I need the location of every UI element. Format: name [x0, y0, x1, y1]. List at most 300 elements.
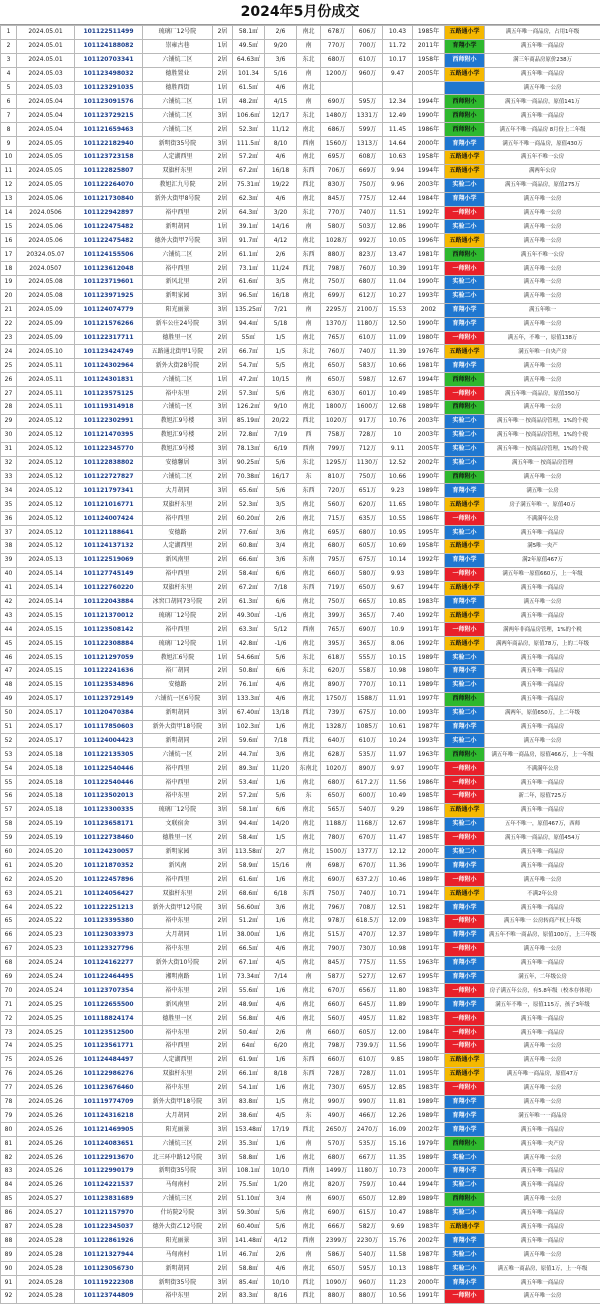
note-cell: 满五年唯一商品房，原值141万: [485, 95, 600, 109]
deal-date-cell: 2024.05.08: [17, 276, 75, 290]
school-cell: 一师附小: [445, 762, 485, 776]
table-row: [1, 151, 600, 165]
list-price-cell: 650万: [321, 359, 353, 373]
note-cell: 满五年唯一商品房，原值47万: [485, 1067, 600, 1081]
community-cell: 六铺炕二区: [143, 373, 213, 387]
floor-cell: 17/19: [265, 1123, 297, 1137]
unit-price-cell: 10.15: [383, 651, 413, 665]
row-index-cell: 1: [1, 26, 17, 40]
community-cell: 新明胡同: [143, 706, 213, 720]
row-index-cell: 59: [1, 831, 17, 845]
deal-date-cell: 2024.05.13: [17, 553, 75, 567]
community-cell: 裕中西里: [143, 776, 213, 790]
orientation-cell: 南北: [297, 1262, 321, 1276]
row-index-cell: 62: [1, 873, 17, 887]
note-cell: 满五年唯一商品房，原值454万: [485, 831, 600, 845]
orientation-cell: 南北: [297, 151, 321, 165]
list-price-cell: 618万: [321, 651, 353, 665]
floor-cell: 3/5: [265, 276, 297, 290]
deal-date-cell: 2024.05.12: [17, 470, 75, 484]
table-row: [1, 206, 600, 220]
school-cell: 实验二小: [445, 706, 485, 720]
list-price-cell: 680万: [321, 776, 353, 790]
school-cell: 一师附小: [445, 1040, 485, 1054]
orientation-cell: 南北: [297, 1178, 321, 1192]
area-cell: 57.2㎡: [233, 789, 265, 803]
area-cell: 59.30㎡: [233, 1206, 265, 1220]
floor-cell: 1/5: [265, 1095, 297, 1109]
orientation-cell: 南: [297, 220, 321, 234]
orientation-cell: 东西: [297, 484, 321, 498]
orientation-cell: 南北: [297, 817, 321, 831]
layout-cell: 3居: [213, 137, 233, 151]
area-cell: 58.4㎡: [233, 831, 265, 845]
deal-price-cell: 740万: [353, 345, 383, 359]
school-cell: 五路通小学: [445, 67, 485, 81]
build-year-cell: 1958年: [413, 539, 445, 553]
listing-id-cell: 101124074779: [75, 303, 143, 317]
layout-cell: 2居: [213, 206, 233, 220]
build-year-cell: 2005年: [413, 442, 445, 456]
note-cell: 满五年，二年级公房: [485, 970, 600, 984]
table-row: [1, 678, 600, 692]
build-year-cell: 1991年: [413, 1290, 445, 1304]
note-cell: 满五年唯一商品房: [485, 1178, 600, 1192]
deal-date-cell: 2024.05.25: [17, 998, 75, 1012]
table-row: [1, 456, 600, 470]
listing-id-cell: 101121470395: [75, 428, 143, 442]
area-cell: 133.3㎡: [233, 692, 265, 706]
deal-price-cell: 1085万: [353, 720, 383, 734]
orientation-cell: 南北: [297, 956, 321, 970]
orientation-cell: 南北: [297, 276, 321, 290]
list-price-cell: 586万: [321, 1248, 353, 1262]
area-cell: 66.6㎡: [233, 553, 265, 567]
deal-price-cell: 580万: [353, 567, 383, 581]
deal-date-cell: 2024.05.15: [17, 678, 75, 692]
table-row: [1, 734, 600, 748]
layout-cell: 2居: [213, 1040, 233, 1054]
area-cell: 58.8㎡: [233, 1151, 265, 1165]
table-row: [1, 1109, 600, 1123]
school-cell: 五路通小学: [445, 1220, 485, 1234]
deal-date-cell: 2024.05.05: [17, 151, 75, 165]
note-cell: 满五年唯一商品房，原值350万: [485, 387, 600, 401]
layout-cell: 1居: [213, 373, 233, 387]
community-cell: 德胜里一区: [143, 1012, 213, 1026]
build-year-cell: 2000年: [413, 1165, 445, 1179]
table-row: [1, 1040, 600, 1054]
area-cell: 57.3㎡: [233, 387, 265, 401]
community-cell: 阳光丽景: [143, 1234, 213, 1248]
community-cell: 琉璃厂12号院: [143, 26, 213, 40]
build-year-cell: 2000年: [413, 1276, 445, 1290]
deal-date-cell: 2024.05.14: [17, 581, 75, 595]
orientation-cell: 南北: [297, 748, 321, 762]
deal-price-cell: 750万: [353, 470, 383, 484]
deal-date-cell: 2024.05.15: [17, 651, 75, 665]
table-row: [1, 1276, 600, 1290]
build-year-cell: 1983年: [413, 984, 445, 998]
deal-date-cell: 2024.05.20: [17, 845, 75, 859]
orientation-cell: 南北: [297, 512, 321, 526]
unit-price-cell: 11.39: [383, 345, 413, 359]
table-row: [1, 873, 600, 887]
layout-cell: 1居: [213, 39, 233, 53]
area-cell: 58.1㎡: [233, 26, 265, 40]
area-cell: 73.1㎡: [233, 262, 265, 276]
page-title: 2024年5月份成交: [0, 0, 600, 25]
deal-price-cell: 618.5万: [353, 915, 383, 929]
school-cell: 西师附小: [445, 373, 485, 387]
table-row: [1, 345, 600, 359]
listing-id-cell: 101123291035: [75, 81, 143, 95]
build-year-cell: 1989年: [413, 873, 445, 887]
build-year-cell: 1989年: [413, 651, 445, 665]
unit-price-cell: 12.68: [383, 401, 413, 415]
row-index-cell: 39: [1, 553, 17, 567]
list-price-cell: 570万: [321, 1137, 353, 1151]
community-cell: 大月胡同: [143, 1109, 213, 1123]
build-year-cell: 1983年: [413, 1220, 445, 1234]
floor-cell: 1/5: [265, 331, 297, 345]
floor-cell: 6/20: [265, 1040, 297, 1054]
area-cell: 153.48㎡: [233, 1123, 265, 1137]
note-cell: 满五年唯一央产房: [485, 1137, 600, 1151]
listing-id-cell: 101124137132: [75, 539, 143, 553]
unit-price-cell: 12.09: [383, 915, 413, 929]
note-cell: 满五年唯一商品房: [485, 581, 600, 595]
school-cell: 育翔小学: [445, 928, 485, 942]
area-cell: 83.8㎡: [233, 1095, 265, 1109]
floor-cell: 11/24: [265, 262, 297, 276]
floor-cell: 4/6: [265, 678, 297, 692]
build-year-cell: 1989年: [413, 1151, 445, 1165]
deal-price-cell: 917万: [353, 414, 383, 428]
note-cell: 满五年唯一商品房: [485, 67, 600, 81]
note-cell: 满五年唯一一商品房: [485, 1109, 600, 1123]
build-year-cell: 1994年: [413, 373, 445, 387]
layout-cell: 2居: [213, 331, 233, 345]
floor-cell: 2/7: [265, 845, 297, 859]
row-index-cell: 48: [1, 678, 17, 692]
school-cell: 西师附小: [445, 470, 485, 484]
floor-cell: 4/5: [265, 1109, 297, 1123]
listing-id-cell: 101123498032: [75, 67, 143, 81]
area-cell: 75.5㎡: [233, 1178, 265, 1192]
layout-cell: 3居: [213, 317, 233, 331]
floor-cell: 6/6: [265, 664, 297, 678]
orientation-cell: 南北: [297, 609, 321, 623]
floor-cell: 5/16: [265, 67, 297, 81]
deal-date-cell: 2024.05.26: [17, 1123, 75, 1137]
listing-id-cell: 101123512500: [75, 1026, 143, 1040]
school-cell: 一师附小: [445, 387, 485, 401]
deal-price-cell: 1180万: [353, 1165, 383, 1179]
community-cell: 裕中东里: [143, 789, 213, 803]
unit-price-cell: 12.51: [383, 901, 413, 915]
unit-price-cell: 12.49: [383, 109, 413, 123]
listing-id-cell: 101122913670: [75, 1151, 143, 1165]
row-index-cell: 58: [1, 817, 17, 831]
school-cell: 育翔小学: [445, 956, 485, 970]
listing-id-cell: 101123300335: [75, 803, 143, 817]
note-cell: 满五唯一公房: [485, 484, 600, 498]
floor-cell: -1/6: [265, 637, 297, 651]
listing-id-cell: 101122345770: [75, 442, 143, 456]
layout-cell: 2居: [213, 1053, 233, 1067]
school-cell: 一师附小: [445, 262, 485, 276]
row-index-cell: 82: [1, 1151, 17, 1165]
build-year-cell: 1976年: [413, 345, 445, 359]
community-cell: 新明街35号院: [143, 1276, 213, 1290]
row-index-cell: 86: [1, 1206, 17, 1220]
list-price-cell: 845万: [321, 192, 353, 206]
school-cell: 育翔小学: [445, 1276, 485, 1290]
community-cell: 教旭汇9号楼: [143, 442, 213, 456]
build-year-cell: 2005年: [413, 67, 445, 81]
row-index-cell: 32: [1, 456, 17, 470]
unit-price-cell: 10.47: [383, 1206, 413, 1220]
row-index-cell: 74: [1, 1040, 17, 1054]
note-cell: 满五年唯一公房: [485, 1095, 600, 1109]
listing-id-cell: 101123327796: [75, 942, 143, 956]
community-cell: 北三环中路12号院: [143, 1151, 213, 1165]
unit-price-cell: 11.81: [383, 1095, 413, 1109]
school-cell: 育翔小学: [445, 1234, 485, 1248]
layout-cell: 3居: [213, 442, 233, 456]
list-price-cell: 690万: [321, 873, 353, 887]
community-cell: 德胜里一区: [143, 831, 213, 845]
table-row: [1, 1012, 600, 1026]
orientation-cell: 南北: [297, 637, 321, 651]
area-cell: 60.20㎡: [233, 512, 265, 526]
deal-price-cell: 708万: [353, 901, 383, 915]
listing-id-cell: 101122519069: [75, 553, 143, 567]
listing-id-cell: 101123676460: [75, 1081, 143, 1095]
community-cell: 新明胡同: [143, 1262, 213, 1276]
layout-cell: 2居: [213, 428, 233, 442]
area-cell: 42.8㎡: [233, 637, 265, 651]
row-index-cell: 38: [1, 539, 17, 553]
area-cell: 91.7㎡: [233, 234, 265, 248]
area-cell: 70.38㎡: [233, 470, 265, 484]
school-cell: 五路通小学: [445, 234, 485, 248]
listing-id-cell: 101124155506: [75, 248, 143, 262]
floor-cell: 1/6: [265, 984, 297, 998]
row-index-cell: 79: [1, 1109, 17, 1123]
area-cell: 101.34: [233, 67, 265, 81]
area-cell: 83.3㎡: [233, 1290, 265, 1304]
school-cell: 一师附小: [445, 331, 485, 345]
orientation-cell: 南北: [297, 539, 321, 553]
unit-price-cell: 9.29: [383, 803, 413, 817]
table-row: [1, 748, 600, 762]
floor-cell: 12/17: [265, 109, 297, 123]
table-row: [1, 817, 600, 831]
row-index-cell: 26: [1, 373, 17, 387]
floor-cell: 2/6: [265, 1026, 297, 1040]
area-cell: 61.6㎡: [233, 873, 265, 887]
layout-cell: 3居: [213, 692, 233, 706]
community-cell: 六铺炕二区: [143, 109, 213, 123]
list-price-cell: 760万: [321, 345, 353, 359]
floor-cell: 11/12: [265, 123, 297, 137]
table-row: [1, 484, 600, 498]
row-index-cell: 9: [1, 137, 17, 151]
note-cell: 满2年原值467万: [485, 553, 600, 567]
row-index-cell: 2: [1, 39, 17, 53]
deal-date-cell: 2024.05.26: [17, 1067, 75, 1081]
table-row: [1, 512, 600, 526]
orientation-cell: 南北: [297, 1151, 321, 1165]
deal-date-cell: 2024.05.11: [17, 401, 75, 415]
list-price-cell: 795万: [321, 553, 353, 567]
build-year-cell: 1981年: [413, 359, 445, 373]
list-price-cell: [321, 81, 353, 95]
deal-date-cell: 2024.05.26: [17, 1165, 75, 1179]
deal-price-cell: 535万: [353, 1137, 383, 1151]
floor-cell: 2/6: [265, 1248, 297, 1262]
note-cell: 满五年唯一商品房: [485, 678, 600, 692]
listing-id-cell: 101123729215: [75, 109, 143, 123]
row-index-cell: 72: [1, 1012, 17, 1026]
deal-price-cell: 1130万: [353, 456, 383, 470]
deal-price-cell: 650万: [353, 1192, 383, 1206]
community-cell: 六铺炕二区: [143, 123, 213, 137]
deal-date-cell: 2024.05.18: [17, 803, 75, 817]
area-cell: 94.4㎡: [233, 817, 265, 831]
community-cell: 裕中西里: [143, 1040, 213, 1054]
listing-id-cell: 101122464495: [75, 970, 143, 984]
orientation-cell: 东西: [297, 1053, 321, 1067]
row-index-cell: 65: [1, 915, 17, 929]
community-cell: 新风南里: [143, 553, 213, 567]
deal-date-cell: 2024.05.26: [17, 1109, 75, 1123]
deal-price-cell: 470万: [353, 928, 383, 942]
table-row: [1, 1234, 600, 1248]
deal-date-cell: 2024.05.19: [17, 817, 75, 831]
list-price-cell: 660万: [321, 567, 353, 581]
row-index-cell: 50: [1, 706, 17, 720]
layout-cell: 2居: [213, 678, 233, 692]
build-year-cell: 1983年: [413, 915, 445, 929]
floor-cell: 4/15: [265, 95, 297, 109]
build-year-cell: 1998年: [413, 817, 445, 831]
build-year-cell: 1989年: [413, 678, 445, 692]
unit-price-cell: 12.34: [383, 95, 413, 109]
build-year-cell: 1980年: [413, 498, 445, 512]
community-cell: 六铺炕二区: [143, 470, 213, 484]
build-year-cell: 2011年: [413, 39, 445, 53]
orientation-cell: 南北: [297, 942, 321, 956]
unit-price-cell: 12.50: [383, 317, 413, 331]
row-index-cell: 24: [1, 345, 17, 359]
deal-date-cell: 2024.05.26: [17, 1053, 75, 1067]
list-price-cell: 620万: [321, 664, 353, 678]
unit-price-cell: 11.01: [383, 1067, 413, 1081]
list-price-cell: 490万: [321, 1109, 353, 1123]
community-cell: 双旗杆东里: [143, 498, 213, 512]
note-cell: 满五年唯一商品房: [485, 109, 600, 123]
layout-cell: 2居: [213, 984, 233, 998]
table-row: [1, 192, 600, 206]
listing-id-cell: 101118824174: [75, 1012, 143, 1026]
floor-cell: 16/17: [265, 470, 297, 484]
layout-cell: 3居: [213, 1123, 233, 1137]
school-cell: 一师附小: [445, 1290, 485, 1304]
deal-date-cell: 2024.05.06: [17, 220, 75, 234]
table-row: [1, 276, 600, 290]
deal-price-cell: 600万: [353, 789, 383, 803]
community-cell: 人定湖西里: [143, 1053, 213, 1067]
note-cell: 满五年唯一公房: [485, 192, 600, 206]
layout-cell: 2居: [213, 762, 233, 776]
orientation-cell: 西南: [297, 442, 321, 456]
floor-cell: 4/6: [265, 151, 297, 165]
orientation-cell: 南北: [297, 845, 321, 859]
build-year-cell: 1990年: [413, 317, 445, 331]
table-row: [1, 692, 600, 706]
area-cell: 38.00㎡: [233, 928, 265, 942]
school-cell: 实验二小: [445, 276, 485, 290]
community-cell: 六铺炕一区6号院: [143, 692, 213, 706]
orientation-cell: 南北: [297, 803, 321, 817]
build-year-cell: 1958年: [413, 151, 445, 165]
build-year-cell: 1989年: [413, 928, 445, 942]
community-cell: 德胜里一区: [143, 331, 213, 345]
orientation-cell: 南北: [297, 192, 321, 206]
school-cell: 一师附小: [445, 567, 485, 581]
unit-price-cell: 12.00: [383, 1026, 413, 1040]
layout-cell: 1居: [213, 220, 233, 234]
note-cell: 不满满年公房: [485, 512, 600, 526]
school-cell: 育翔小学: [445, 595, 485, 609]
deal-price-cell: 2100万: [353, 303, 383, 317]
deal-price-cell: 645万: [353, 998, 383, 1012]
deal-date-cell: 2024.05.18: [17, 789, 75, 803]
school-cell: 西师附小: [445, 748, 485, 762]
layout-cell: 3居: [213, 1276, 233, 1290]
unit-price-cell: 12.37: [383, 928, 413, 942]
layout-cell: 2居: [213, 664, 233, 678]
build-year-cell: 1990年: [413, 998, 445, 1012]
deal-date-cell: 2024.05.27: [17, 1192, 75, 1206]
deal-date-cell: 2024.05.01: [17, 39, 75, 53]
area-cell: 68.6㎡: [233, 887, 265, 901]
school-cell: 五路通小学: [445, 1067, 485, 1081]
unit-price-cell: 10.00: [383, 706, 413, 720]
community-cell: 德胜西街: [143, 81, 213, 95]
build-year-cell: 1982年: [413, 901, 445, 915]
list-price-cell: 715万: [321, 512, 353, 526]
build-year-cell: 1991年: [413, 623, 445, 637]
build-year-cell: 1985年: [413, 26, 445, 40]
listing-id-cell: 101122986276: [75, 1067, 143, 1081]
school-cell: 育翔小学: [445, 1109, 485, 1123]
layout-cell: 2居: [213, 595, 233, 609]
list-price-cell: 698万: [321, 859, 353, 873]
unit-price-cell: 11.51: [383, 206, 413, 220]
table-row: [1, 998, 600, 1012]
list-price-cell: 680万: [321, 53, 353, 67]
deal-date-cell: 20324.05.07: [17, 248, 75, 262]
deal-price-cell: 823万: [353, 248, 383, 262]
row-index-cell: 56: [1, 789, 17, 803]
orientation-cell: 南: [297, 1137, 321, 1151]
area-cell: 75.31㎡: [233, 178, 265, 192]
note-cell: 新二年，原值725万: [485, 789, 600, 803]
